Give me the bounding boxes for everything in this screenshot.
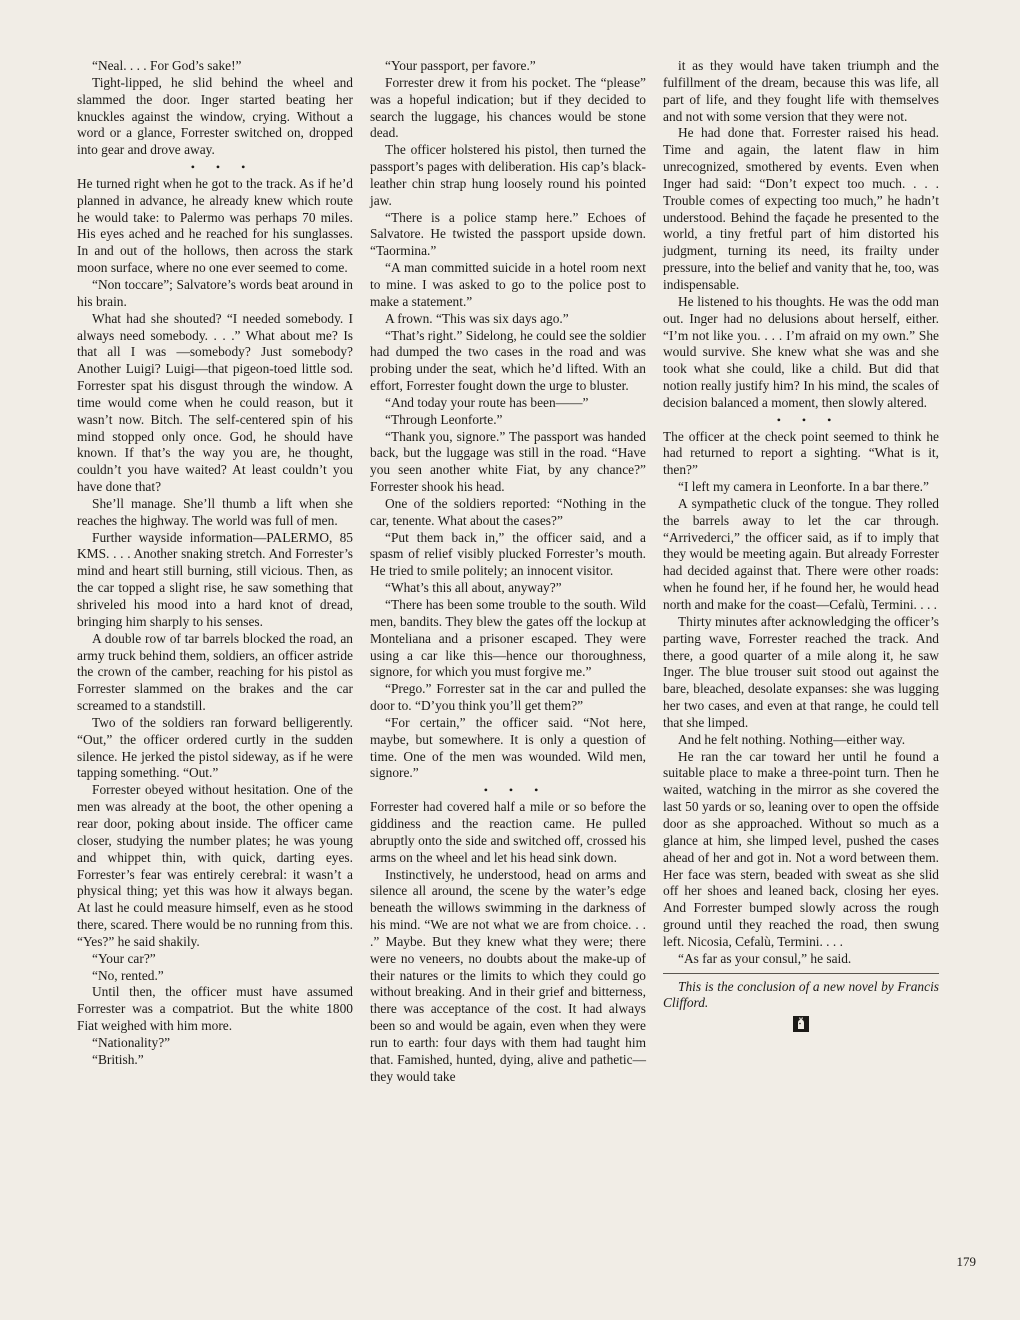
paragraph: Further wayside information—PALERMO, 85 KMS. . . . Another snaking stretch. And Forrester’s mind and heart still burning, still vicious. Then, as the car topped a slight rise, he saw something that shriveled his mood into a hard knot of dread, bringing him sharply to his senses. [77,529,353,629]
paragraph: “Thank you, signore.” The passport was handed back, but the luggage was still in the road. “Have you seen another white Fiat, by any chance?” Forrester shook his head. [370,428,646,495]
paragraph: “Your passport, per favore.” [385,58,536,73]
paragraph: Tight-lipped, he slid behind the wheel and slammed the door. Inger started beating her knuckles against the window, crying. Without a word or a glance, Forrester switched on, dropped into gear and drove away. [77,74,353,158]
paragraph: “Your car?” [92,950,156,966]
paragraph: it as they would have taken triumph and the fulfillment of the dream, because this was life, all part of life, and they fought life with themselves and not with some version that they were not. [663,58,939,124]
paragraph: Until then, the officer must have assumed Forrester was a compatriot. But the white 1800 Fiat weighed with him more. [77,984,353,1034]
section-break: • • • [190,160,255,175]
rabbit-head-icon [793,1016,809,1032]
paragraph: “And today your route has been——” [385,394,589,410]
end-rule [663,973,939,974]
paragraph: A sympathetic cluck of the tongue. They rolled the barrels away to let the car through. “Arrivederci,” the officer said, as if to imply that they would be meeting again. But already Forrester had decided against that. There were other roads: when he found her, if he found her, he would head north and make for the coast—Cefalù, Termini. . . . [663,495,939,612]
paragraph: “A man committed suicide in a hotel room next to mine. I was asked to go to the police post to make a statement.” [370,260,646,309]
paragraph: A double row of tar barrels blocked the road, an army truck behind them, soldiers, an officer astride the crown of the camber, reaching for his pistol as Forrester slammed on the brakes and the car screamed to a standstill. [77,630,353,714]
paragraph: “Non toccare”; Salvatore’s words beat around in his brain. [77,276,353,309]
paragraph: “For certain,” the officer said. “Not here, maybe, but somewhere. It is only a question of time. One of the men was wounded. Wild men, signore.” [370,714,646,781]
paragraph: He turned right when he got to the track. As if he’d planned in advance, he already knew which route he would take: to Palermo was perhaps 70 miles. His eyes ached and he reached for his sunglasses. In and out of the hollows, then across the stark moon surface, where no one ever seemed to come. [77,175,353,276]
paragraph: Thirty minutes after acknowledging the officer’s parting wave, Forrester reached the track. And there, a good quarter of a mile along it, he saw Inger. The blue trouser suit stood out against the bare, bleached, desolate expanses: she was lugging her two cases, and even at that range, he could tell that she limped. [663,613,939,730]
paragraph: The officer at the check point seemed to think he had returned to report a sighting. “What is it, then?” [663,428,939,478]
paragraph: He listened to his thoughts. He was the odd man out. Inger had no delusions about herself, either. “I’m not like you. . . . I’m afraid on my own.” She would survive. She knew what she was and she took what she could, like a child. But did that notion really justify him? In his mind, the scales of decision balanced a moment, then slowly altered. [663,293,939,410]
paragraph: Instinctively, he understood, head on arms and silence all around, the scene by the water’s edge beneath the willows swimming in the darkness of his mind. “We are not what we are from choice. . . .” Maybe. But they knew what they were; there were no veneers, no doubts about the make-up of their natures or the limits to which they could go without breaking. And in their grief and bitterness, there was acceptance of the cost. It had always been so and would be again, even when they were run to earth: four days with them had taught him that. Famished, hunted, dying, alive and pathetic—they would take [370,866,646,1084]
paragraph: “Put them back in,” the officer said, and a spasm of relief visibly plucked Forrester’s mouth. He tried to smile politely; an innocent visitor. [370,529,646,579]
paragraph: “There has been some trouble to the south. Wild men, bandits. They blew the gates off the lockup at Monteliana and a prisoner escaped. They were using a car like this—hence our thoroughness, signore, for which you must forgive me.” [370,597,646,680]
section-break: • • • [776,412,841,427]
paragraph: “British.” [92,1051,144,1067]
paragraph: The officer holstered his pistol, then turned the passport’s pages with deliberation. His cap’s black-leather chin strap hung loosely round his pointed jaw. [370,142,646,208]
paragraph: “Prego.” Forrester sat in the car and pulled the door to. “D’you think you’ll get them?” [370,681,646,714]
text-column-1 [77,58,353,1069]
paragraph: Two of the soldiers ran forward belligerently. “Out,” the officer ordered curtly in the sudden silence. He jerked the pistol sideway, as if he were tapping something. “Out.” [77,714,353,781]
paragraph: “That’s right.” Sidelong, he could see the soldier had dumped the two cases in the road and was probing under the seat, which he’d lifted. With an effort, Forrester fought down the urge to bluster. [370,327,646,394]
paragraph: “Neal. . . . For God’s sake!” [92,58,242,73]
paragraph: Forrester obeyed without hesitation. One of the men was already at the boot, the other opening a rear door, poking about inside. The officer came closer, studying the number plates; he was young and whippet thin, with quick, darting eyes. Forrester’s fear was entirely cerebral: it wasn’t a physical thing; yet this was how it always began. At last he could measure himself, even as he stood there, scared. There would be no running from this. “Yes?” he said shakily. [77,782,353,949]
paragraph: “As far as your consul,” he said. [678,950,852,966]
paragraph: “Nationality?” [92,1034,171,1050]
paragraph: “There is a police stamp here.” Echoes of Salvatore. He twisted the passport upside down. “Taormina.” [370,209,646,259]
section-break: • • • [483,783,548,798]
paragraph: One of the soldiers reported: “Nothing in the car, tenente. What about the cases?” [370,495,646,528]
paragraph: She’ll manage. She’ll thumb a lift when she reaches the highway. The world was full of men. [77,495,353,528]
page-number: 179 [956,1254,976,1269]
text-column-2 [370,58,646,1085]
paragraph: “I left my camera in Leonforte. In a bar there.” [678,479,929,495]
author-note: This is the conclusion of a new novel by Francis Clifford. [663,978,939,1011]
paragraph: He ran the car toward her until he found a suitable place to make a three-point turn. Then he waited, watching in the mirror as she covered the last 50 yards or so, leaning over to open the offside door as she approached. Without so much as a glance at him, she limped level, pushed the cases ahead of her and got in. Not a word between them. Her face was stern, beaded with sweat as she slid off her shoes and leaned back, closing her eyes. And Forrester bumped slowly across the rough ground until they reached the road, then swung left. Nicosia, Cefalù, Termini. . . . [663,748,939,949]
text-column-3 [663,58,939,1032]
paragraph: “No, rented.” [92,967,164,983]
paragraph: “What’s this all about, anyway?” [385,580,562,596]
paragraph: “Through Leonforte.” [385,411,503,427]
paragraph: A frown. “This was six days ago.” [385,310,569,326]
paragraph: Forrester had covered half a mile or so before the giddiness and the reaction came. He pulled abruptly onto the side and switched off, crossed his arms on the wheel and let his head sink down. [370,799,646,865]
paragraph: What had she shouted? “I needed somebody. I always need somebody. . . .” What about me? Is that all I was —somebody? Just somebody? Another Luigi? Luigi—that pigeon-toed little sod. Forrester spat his disgust through the window. A time would come when he could reason, but it wasn’t now. Bitch. The self-centered spin of his mind stopped only once. God, he should have known. If that’s the way you are, he thought, couldn’t you have waited? At least couldn’t you have done that? [77,310,353,495]
paragraph: He had done that. Forrester raised his head. Time and again, the latent flaw in him unrecognized, smothered by events. Even when Inger had said: “Don’t expect too much. . . . Trouble comes of expecting too much,” he hadn’t understood. Behind the façade he presented to the world, a tiny fretful part of him distorted his judgment, turning its need, its frailty under pressure, into the belief and vanity that he, too, was indispensable. [663,125,939,292]
paragraph: And he felt nothing. Nothing—either way. [678,731,906,747]
paragraph: Forrester drew it from his pocket. The “please” was a hopeful indication; but if they decided to search the luggage, his chances would be stone dead. [370,74,646,141]
